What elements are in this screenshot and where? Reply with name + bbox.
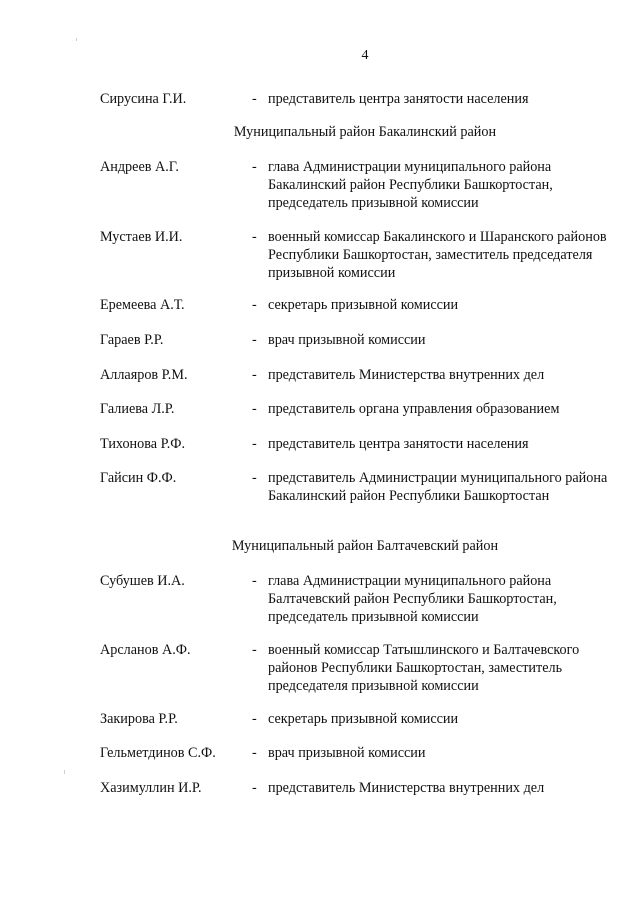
dash-separator: - <box>252 745 257 761</box>
member-role: глава Администрации муниципального района Балтачевский район Республики Башкортостан, председатель призывной комиссии <box>268 573 557 625</box>
dash-separator: - <box>252 91 257 107</box>
section-title: Муниципальный район Бакалинский район <box>233 124 497 140</box>
member-role: глава Администрации муниципального района Бакалинский район Республики Башкортостан, председатель призывной комиссии <box>268 159 553 211</box>
member-role: представитель Министерства внутренних дел <box>268 367 545 383</box>
member-name: Закирова Р.Р. <box>100 711 178 727</box>
dash-separator: - <box>252 573 257 589</box>
member-role: врач призывной комиссии <box>268 332 426 348</box>
member-role: представитель Министерства внутренних дел <box>268 780 545 796</box>
section-title: Муниципальный район Балтачевский район <box>231 538 499 554</box>
scan-speck <box>64 770 65 774</box>
member-name: Тихонова Р.Ф. <box>100 436 186 452</box>
member-name: Сирусина Г.И. <box>100 91 187 107</box>
member-role: военный комиссар Татышлинского и Балтачевского районов Республики Башкортостан, заместитель председателя призывной комиссии <box>268 642 580 694</box>
member-name: Гайсин Ф.Ф. <box>100 470 177 486</box>
dash-separator: - <box>252 229 257 245</box>
member-name: Мустаев И.И. <box>100 229 183 245</box>
member-role: представитель центра занятости населения <box>268 436 529 452</box>
dash-separator: - <box>252 470 257 486</box>
page-number: 4 <box>361 48 369 63</box>
dash-separator: - <box>252 367 257 383</box>
scan-speck <box>76 38 77 41</box>
dash-separator: - <box>252 401 257 417</box>
member-role: представитель центра занятости населения <box>268 91 529 107</box>
member-name: Андреев А.Г. <box>100 159 179 175</box>
member-role: представитель органа управления образованием <box>268 401 560 417</box>
dash-separator: - <box>252 642 257 658</box>
member-role: секретарь призывной комиссии <box>268 297 459 313</box>
dash-separator: - <box>252 297 257 313</box>
member-name: Галиева Л.Р. <box>100 401 175 417</box>
member-name: Гараев Р.Р. <box>100 332 164 348</box>
member-role: врач призывной комиссии <box>268 745 426 761</box>
dash-separator: - <box>252 159 257 175</box>
dash-separator: - <box>252 780 257 796</box>
member-role: представитель Администрации муниципального района Бакалинский район Республики Башкортостан <box>268 470 608 504</box>
member-name: Хазимуллин И.Р. <box>100 780 202 796</box>
dash-separator: - <box>252 436 257 452</box>
dash-separator: - <box>252 332 257 348</box>
member-name: Субушев И.А. <box>100 573 185 589</box>
member-name: Еремеева А.Т. <box>100 297 185 313</box>
member-role: военный комиссар Бакалинского и Шаранского районов Республики Башкортостан, заместитель председателя призывной комиссии <box>268 229 607 281</box>
member-role: секретарь призывной комиссии <box>268 711 459 727</box>
member-name: Арсланов А.Ф. <box>100 642 191 658</box>
dash-separator: - <box>252 711 257 727</box>
member-name: Аллаяров Р.М. <box>100 367 188 383</box>
member-name: Гельметдинов С.Ф. <box>100 745 216 761</box>
